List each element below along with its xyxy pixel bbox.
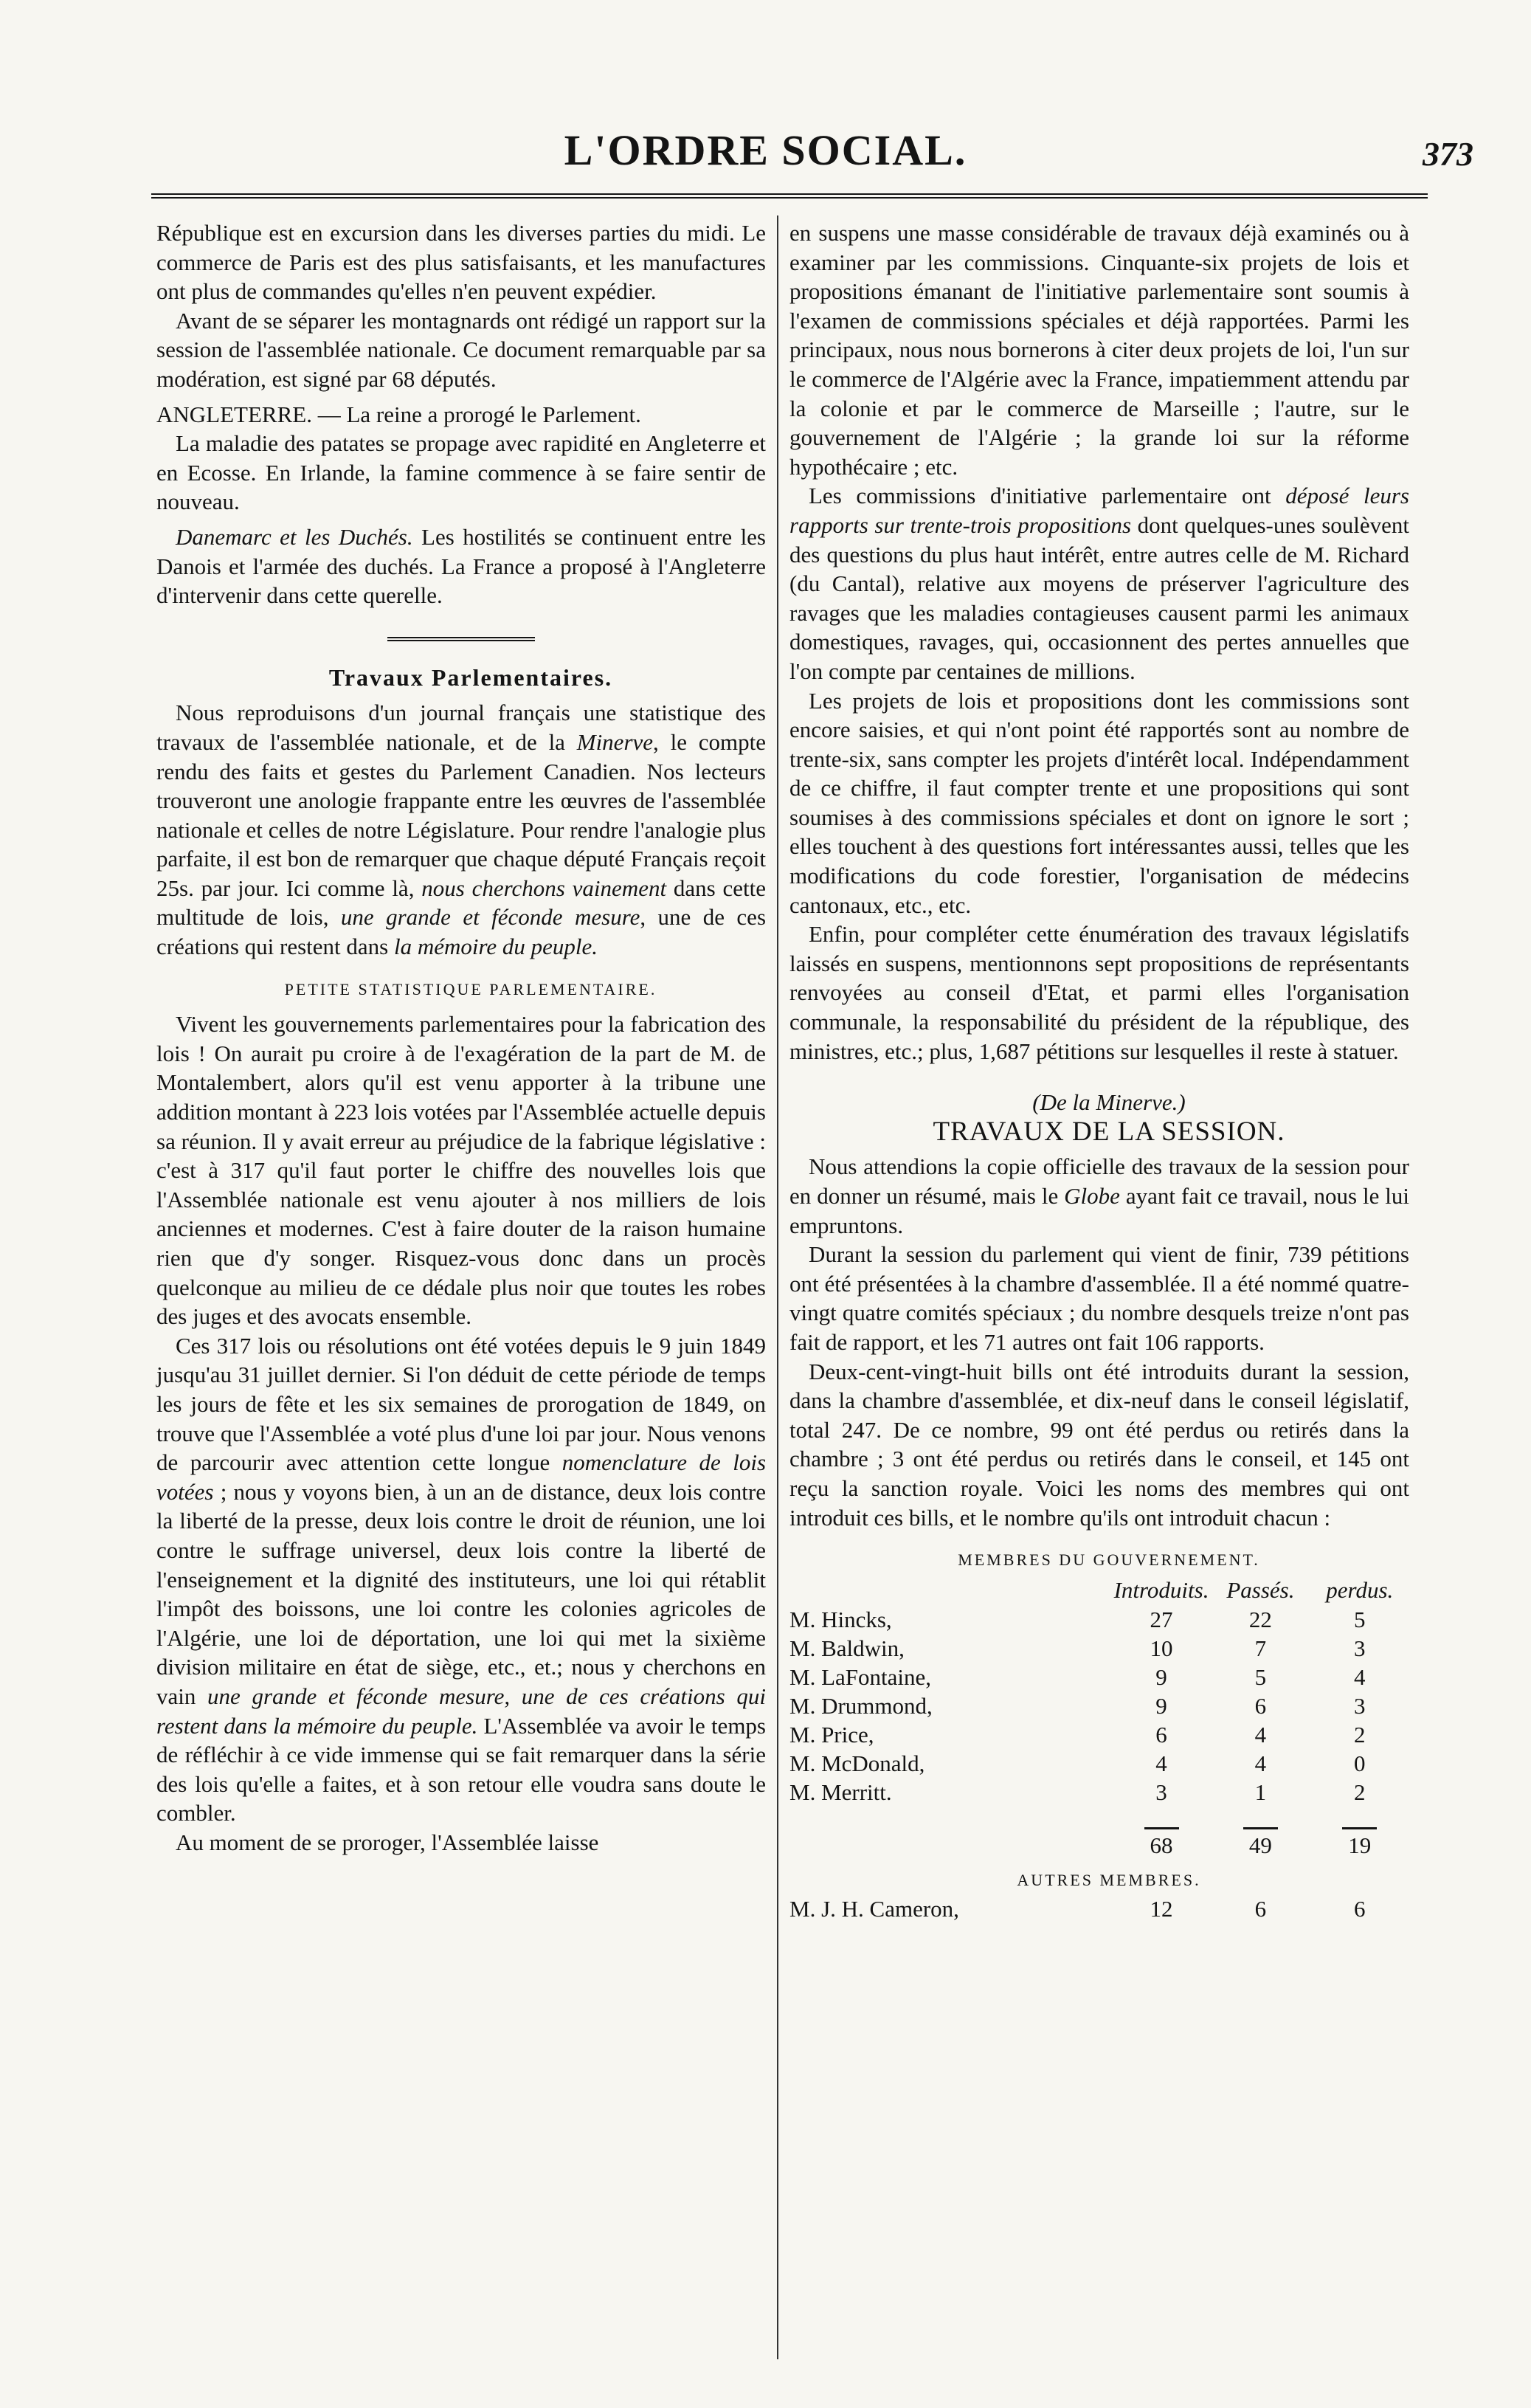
member-name: M. J. H. Cameron, xyxy=(789,1896,959,1922)
cell-perdus: 4 xyxy=(1354,1663,1366,1690)
cell-perdus: 2 xyxy=(1354,1721,1366,1748)
header-rule xyxy=(151,193,1428,199)
section-title: TRAVAUX DE LA SESSION. xyxy=(933,1116,1285,1147)
paragraph-text: Les commissions d'initiative parlementaire ont xyxy=(809,483,1286,509)
table-row xyxy=(789,1691,1409,1720)
cell-introduits: 4 xyxy=(1155,1750,1167,1776)
table-row xyxy=(789,1749,1409,1778)
paragraph xyxy=(789,481,1409,686)
cell-passes: 4 xyxy=(1254,1721,1267,1748)
paragraph-text: dans cette multitude de lois, xyxy=(156,874,767,931)
paragraph-text: Ces 317 lois ou résolutions ont été votées depuis le 9 juin 1849 jusqu'au 31 juillet dernier. Si l'on déduit de cette période de temps les jours de fête et les six semaines de prorogation de 1849, on trouve que l'Assemblée a voté plus d'une loi par jour. Nous venons de parcourir avec attention cette longue xyxy=(156,1332,766,1476)
section-title: Travaux Parlementaires. xyxy=(328,663,613,691)
source-credit: (De la Minerve.) xyxy=(1032,1089,1186,1116)
left-column xyxy=(156,218,766,1857)
other-members-table xyxy=(789,1894,1409,1923)
paragraph: Deux-cent-vingt-huit bills ont été introduits durant la session, dans la chambre d'assemblée, et dix-neuf dans le conseil législatif, total 247. De ce nombre, 99 ont été perdus ou retirés dans la chambre ; 3 ont été perdus ou retirés dans le conseil, et 145 ont reçu la sanction royale. Voici les noms des membres qui ont introduit ces bills, et le nombre qu'ils ont introduit chacun : xyxy=(789,1358,1409,1531)
total-passes: 49 xyxy=(1243,1827,1278,1860)
paragraph: en suspens une masse considérable de travaux déjà examinés ou à examiner par les commissions. Cinquante-six projets de lois et propositions émanant de l'initiative parlementaire sont soumis à l'examen de commissions spéciales et déjà rapportées. Parmi les principaux, nous nous bornerons à citer deux projets de loi, l'un sur le commerce de l'Algérie avec la France, impatiemment attendu par la colonie et par le commerce de Marseille ; l'autre, sur le gouvernement de l'Algérie ; la grande loi sur la réforme hypothécaire ; etc. xyxy=(789,220,1409,480)
table-row xyxy=(789,1720,1409,1749)
cell-perdus: 6 xyxy=(1354,1896,1366,1922)
cell-introduits: 9 xyxy=(1155,1663,1167,1690)
members-table xyxy=(789,1575,1409,1860)
table-row xyxy=(789,1605,1409,1634)
cell-passes: 22 xyxy=(1248,1606,1272,1632)
paragraph: Enfin, pour compléter cette énumération des travaux législatifs laissés en suspens, mentionnons sept propositions de représentants renvoyées au conseil d'Etat, et parmi elles l'organisation communale, la responsabilité du président de la république, des ministres, etc.; plus, 1,687 pétitions sur lesquelles il reste à statuer. xyxy=(789,921,1409,1064)
column-header: Passés. xyxy=(1226,1576,1295,1603)
column-divider xyxy=(777,215,778,2359)
member-name: M. Baldwin, xyxy=(789,1635,905,1661)
paragraph xyxy=(789,1152,1409,1240)
paragraph-text: Nous attendions la copie officielle des travaux de la session pour en donner un résumé, mais le xyxy=(789,1153,1409,1209)
paragraph-text: , une de ces créations qui restent dans xyxy=(156,904,767,960)
table-subtitle: AUTRES MEMBRES. xyxy=(1017,1870,1201,1889)
italic-text: Globe xyxy=(1064,1183,1120,1209)
cell-passes: 4 xyxy=(1254,1750,1267,1776)
cell-introduits: 3 xyxy=(1155,1779,1167,1805)
paragraph: ANGLETERRE. — La reine a prorogé le Parlement. xyxy=(156,401,641,427)
cell-introduits: 6 xyxy=(1155,1721,1167,1748)
member-name: M. LaFontaine, xyxy=(789,1663,931,1690)
cell-passes: 7 xyxy=(1254,1635,1267,1661)
cell-passes: 6 xyxy=(1254,1896,1267,1922)
paragraph-text: ; nous y voyons bien, à un an de distance, deux lois contre la liberté de la presse, deux lois contre le droit de réunion, une loi contre le suffrage universel, deux lois contre la liberté de l'enseignement et la dignité des instituteurs, une loi qui rétablit l'impôt des boissons, une loi contre les colonies agricoles de l'Algérie, une loi de déportation, une loi qui met la sixième division militaire en état de siège, etc., et.; nous y cherchons en vain xyxy=(156,1478,766,1709)
subsection-title: PETITE STATISTIQUE PARLEMENTAIRE. xyxy=(284,979,657,998)
cell-perdus: 3 xyxy=(1354,1635,1366,1661)
italic-text: nous cherchons vainement xyxy=(421,874,667,901)
italic-text: la mémoire du peuple. xyxy=(393,934,598,960)
table-row xyxy=(789,1778,1409,1807)
column-header: perdus. xyxy=(1326,1576,1394,1603)
cell-perdus: 0 xyxy=(1354,1750,1366,1776)
paragraph-text: Nous reproduisons d'un journal français une statistique des travaux de l'assemblée nationale, et de la xyxy=(156,700,766,755)
paragraph-text: L'Assemblée va avoir le temps de réfléchir à ce vide immense qui se fait remarquer dans la série des lois qu'elle a faites, et à son retour elle voudra sans doute le combler. xyxy=(156,1712,766,1826)
italic-text: nomenclature de lois votées xyxy=(156,1449,767,1505)
member-name: M. Hincks, xyxy=(789,1606,892,1632)
member-name: M. Drummond, xyxy=(789,1692,933,1719)
paragraph xyxy=(156,698,766,961)
cell-introduits: 27 xyxy=(1150,1606,1173,1632)
table-row xyxy=(789,1634,1409,1663)
cell-passes: 6 xyxy=(1254,1692,1267,1719)
italic-text: une grande et féconde mesure xyxy=(340,904,640,931)
paragraph: Durant la session du parlement qui vient de finir, 739 pétitions ont été présentées à la chambre d'assemblée. Il a été nommé quatre-vingt quatre comités spéciaux ; du nombre desquels treize n'ont pas fait de rapport, et les 71 autres ont fait 106 rapports. xyxy=(789,1241,1409,1355)
cell-perdus: 5 xyxy=(1354,1606,1366,1632)
total-introduits: 68 xyxy=(1144,1827,1179,1860)
table-row xyxy=(789,1663,1409,1691)
italic-text: Danemarc et les Duchés. xyxy=(176,523,413,550)
table-title: MEMBRES DU GOUVERNEMENT. xyxy=(958,1550,1260,1570)
table-header-row xyxy=(789,1575,1409,1605)
paragraph: Les projets de lois et propositions dont les commissions sont encore saisies, et qui n'ont point été rapportés sont au nombre de trente-six, sans compter les projets d'intérêt local. Indépendamment de ce chiffre, il faut compter trente et une propositions qui sont soumises à des commissions spéciales et dont on ignore le sort ; elles touchent à des questions fort intéressantes aussi, telles que les modifications du code forestier, l'organisation de médecins cantonaux, etc., etc. xyxy=(789,687,1409,918)
cell-passes: 5 xyxy=(1254,1663,1267,1690)
italic-text: déposé leurs rapports sur trente-trois propositions xyxy=(789,483,1409,538)
paragraph-text: ayant fait ce travail, nous le lui empruntons. xyxy=(789,1183,1409,1238)
cell-perdus: 3 xyxy=(1354,1692,1366,1719)
italic-text: Minerve xyxy=(576,728,654,755)
right-column xyxy=(789,218,1409,1923)
section-divider xyxy=(387,637,535,641)
page-number: 373 xyxy=(1423,135,1473,173)
paragraph: République est en excursion dans les diverses parties du midi. Le commerce de Paris est des plus satisfaisants, et les manufactures ont plus de commandes qu'elles n'en peuvent expédier. xyxy=(156,220,766,305)
member-name: M. McDonald, xyxy=(789,1750,925,1776)
paragraph: Vivent les gouvernements parlementaires pour la fabrication des lois ! On aurait pu croire à de l'exagération de la part de M. de Montalembert, alors qu'il est venu apporter à la tribune une addition montant à 223 lois votées par l'Assemblée actuelle depuis sa réunion. Il y avait erreur au préjudice de la fabrique législative : c'est à 317 qu'il faut porter le chiffre des nouvelles lois que l'Assemblée nationale est venu ajouter à nos milliers de lois anciennes et modernes. C'est à faire douter de la raison humaine rien que d'y songer. Risquez-vous donc dans un procès quelconque au milieu de ce dédale plus noir que toutes les robes des juges et des avocats ensemble. xyxy=(156,1011,766,1330)
paragraph: La maladie des patates se propage avec rapidité en Angleterre et en Ecosse. En Irlande, la famine commence à se faire sentir de nouveau. xyxy=(156,430,766,515)
table-total-row xyxy=(789,1807,1409,1860)
cell-introduits: 12 xyxy=(1150,1896,1173,1922)
paragraph: Au moment de se proroger, l'Assemblée laisse xyxy=(176,1829,599,1855)
paragraph-text: , le compte rendu des faits et gestes du Parlement Canadien. Nos lecteurs trouveront une anologie frappante entre les œuvres de l'assemblée nationale et celles de notre Législature. Pour rendre l'analogie plus parfaite, il est bon de remarquer que chaque député Français reçoit 25s. par jour. Ici comme là, xyxy=(156,728,766,901)
paragraph xyxy=(156,522,766,610)
page-title: L'ORDRE SOCIAL. xyxy=(564,126,967,174)
member-name: M. Price, xyxy=(789,1721,874,1748)
cell-introduits: 10 xyxy=(1150,1635,1173,1661)
total-perdus: 19 xyxy=(1342,1827,1377,1860)
cell-passes: 1 xyxy=(1254,1779,1267,1805)
member-name: M. Merritt. xyxy=(789,1779,892,1805)
column-header: Introduits. xyxy=(1113,1576,1209,1603)
cell-introduits: 9 xyxy=(1155,1692,1167,1719)
italic-text: une grande et féconde mesure, une de ces créations qui restent dans la mémoire du peuple. xyxy=(156,1683,766,1739)
paragraph xyxy=(156,1331,766,1828)
paragraph: Avant de se séparer les montagnards ont rédigé un rapport sur la session de l'assemblée nationale. Ce document remarquable par sa modération, est signé par 68 députés. xyxy=(156,307,766,392)
cell-perdus: 2 xyxy=(1354,1779,1366,1805)
paragraph-text: dont quelques-unes soulèvent des questions du plus haut intérêt, entre autres celle de M. Richard (du Cantal), relative aux moyens de préserver l'agriculture des ravages que les maladies contagieuses causent parmi les animaux domestiques, ravages, qui, occasionnent des pertes annuelles que l'on compte par centaines de millions. xyxy=(789,511,1410,684)
table-row xyxy=(789,1894,1409,1923)
paragraph-text: Les hostilités se continuent entre les Danois et l'armée des duchés. La France a proposé à l'Angleterre d'intervenir dans cette querelle. xyxy=(156,523,766,609)
